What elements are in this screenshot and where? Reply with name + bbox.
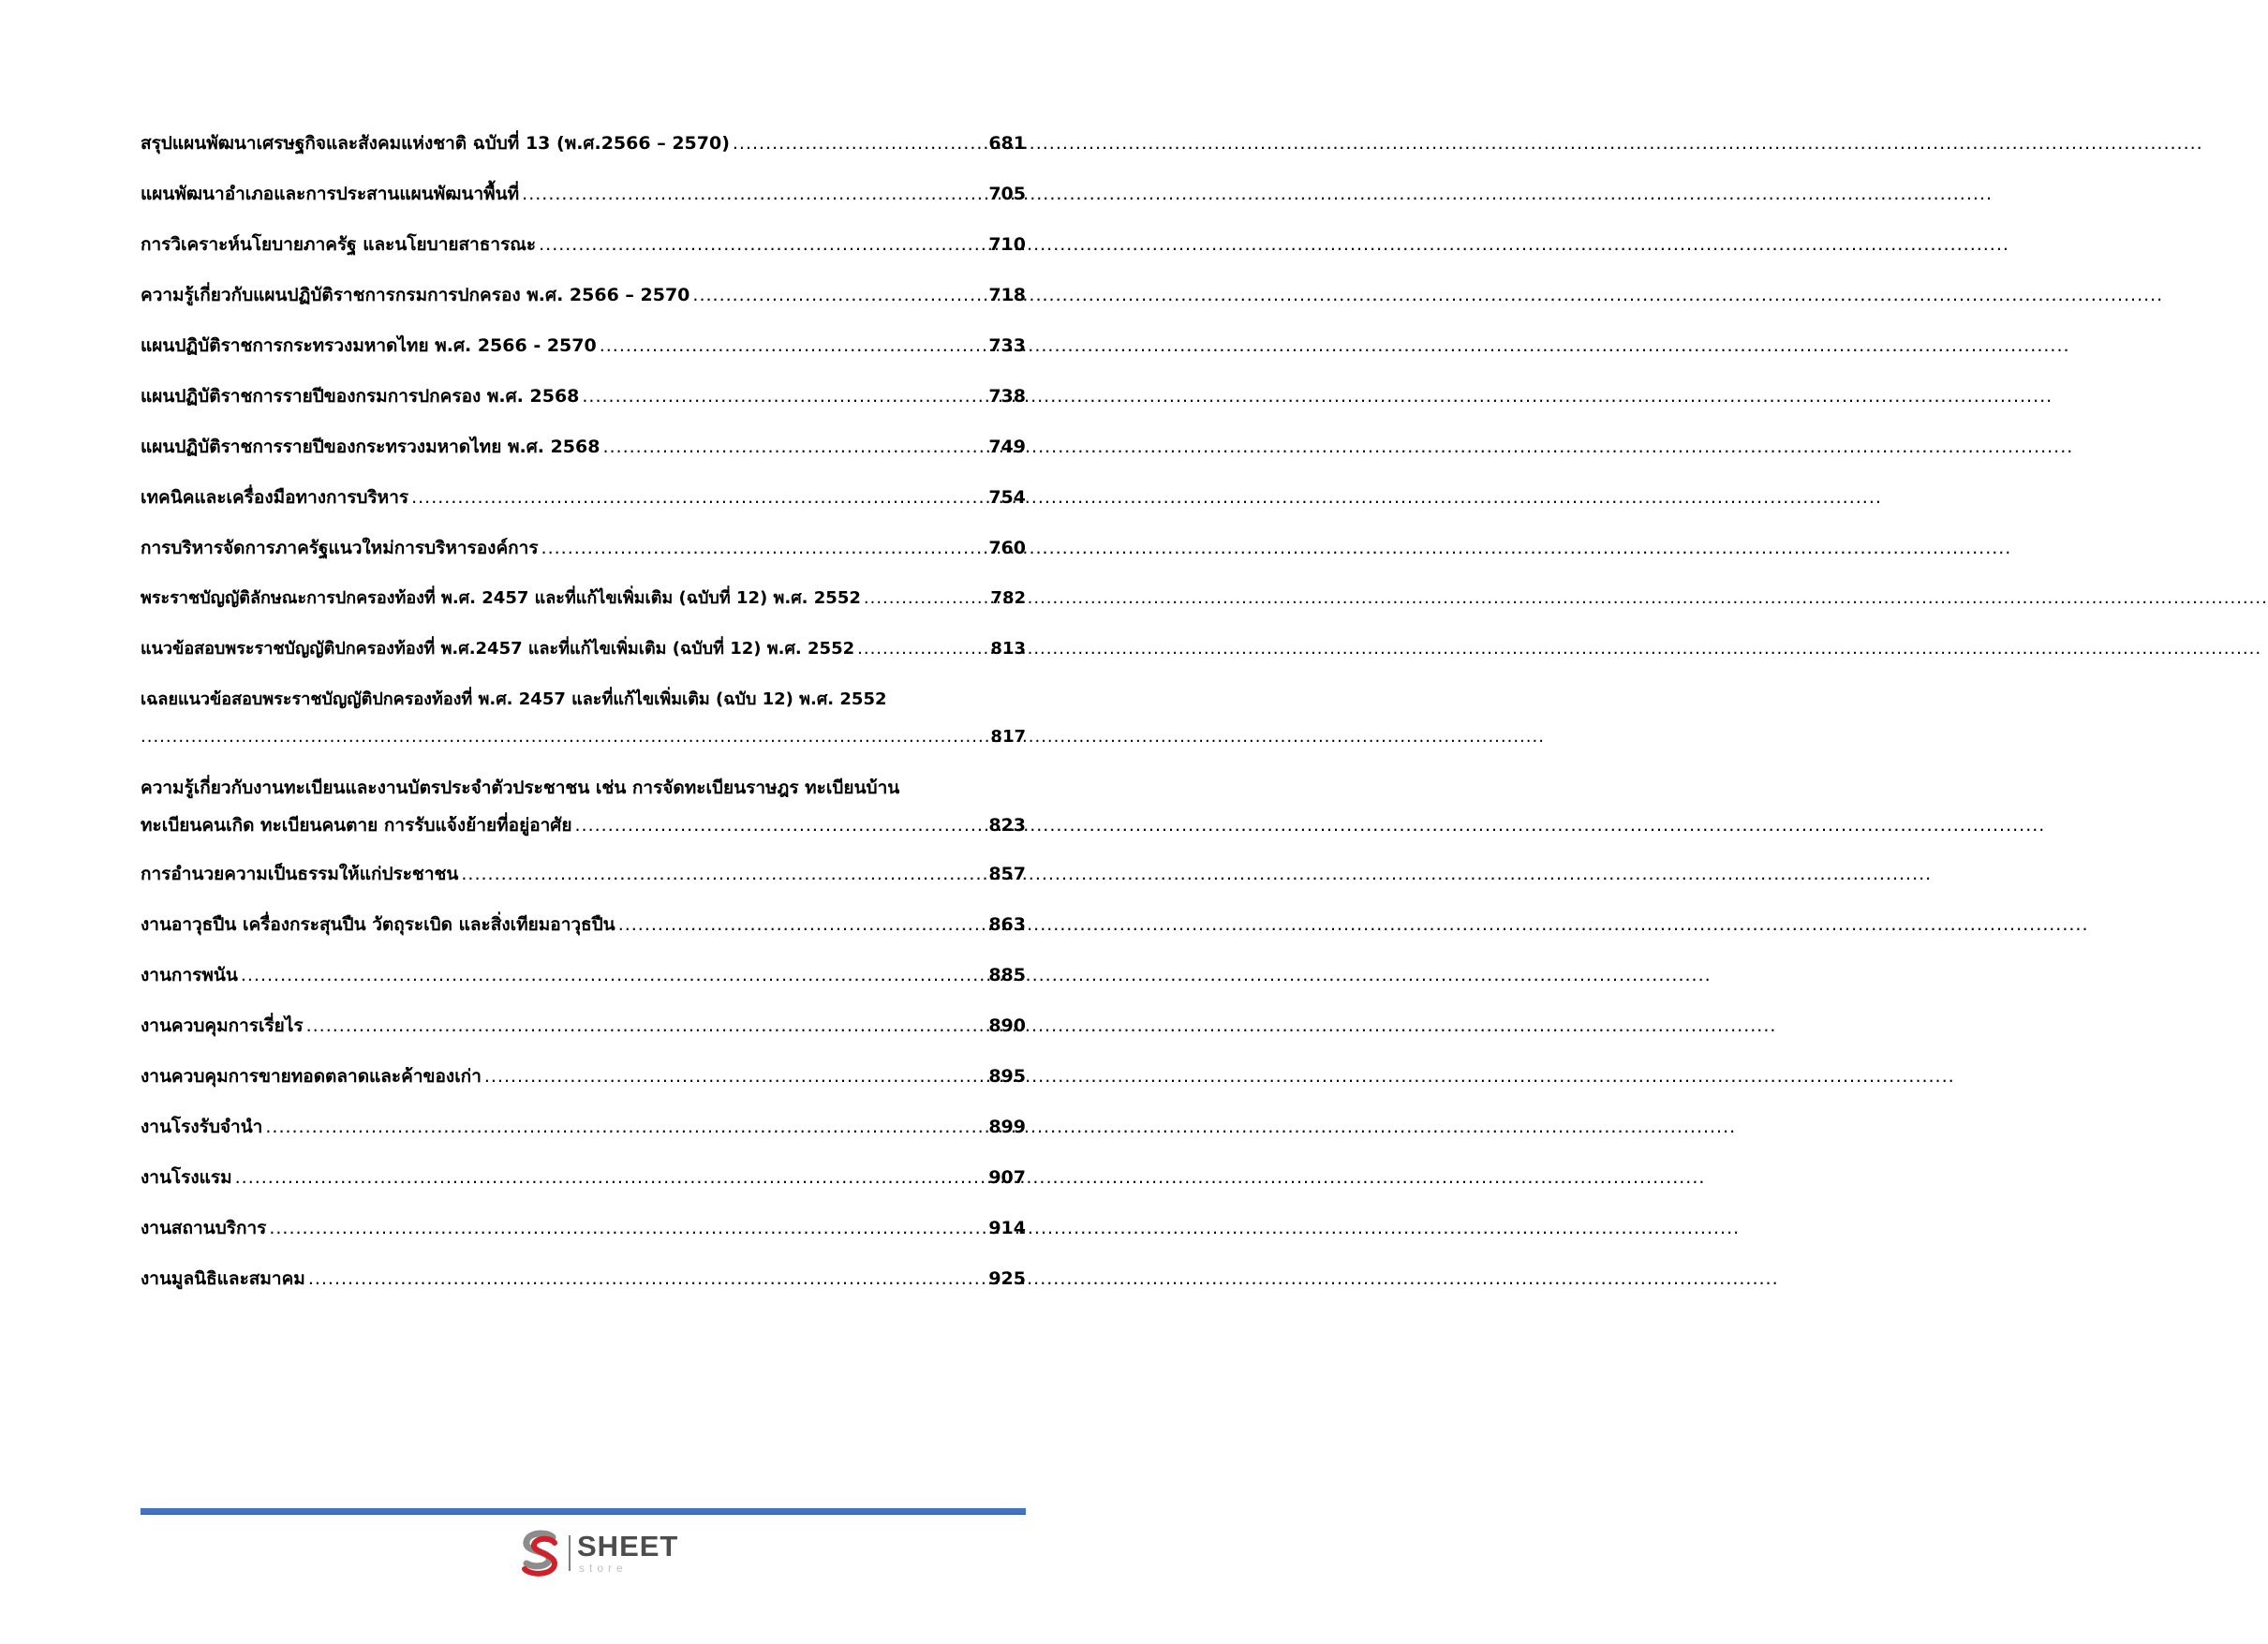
toc-page-number: 782: [990, 588, 1026, 608]
toc-leader-dots: [269, 1214, 986, 1242]
toc-entry[interactable]: [141, 180, 1026, 208]
toc-entry[interactable]: [141, 433, 1026, 461]
toc-title: การอำนวยความเป็นธรรมให้แก่ประชาชน: [141, 864, 459, 884]
toc-leader-dots: [733, 129, 986, 157]
toc-page-number: 733: [988, 335, 1026, 356]
toc-title: งานโรงแรม: [141, 1167, 232, 1188]
toc-page-number: 863: [988, 914, 1026, 935]
toc-entry[interactable]: [141, 382, 1026, 410]
toc-leader-dots: [265, 1113, 986, 1141]
toc-leader-dots: [461, 860, 986, 888]
toc-leader-dots: [411, 483, 986, 511]
toc-leader-dots: [864, 585, 988, 613]
toc-leader-dots: [306, 1012, 986, 1040]
toc-page-number: 813: [990, 639, 1026, 659]
toc-page-number: 760: [988, 538, 1026, 558]
toc-entry[interactable]: [141, 1012, 1026, 1040]
toc-entry[interactable]: [141, 129, 1026, 157]
toc-entry[interactable]: [141, 483, 1026, 511]
toc-entry[interactable]: [141, 1113, 1026, 1141]
toc-leader-dots: [484, 1062, 986, 1090]
toc-title: พระราชบัญญัติลักษณะการปกครองท้องที่ พ.ศ. 2457 และที่แก้ไขเพิ่มเติม (ฉบับที่ 12) พ.ศ. 2552: [141, 588, 861, 608]
toc-page-number: 754: [988, 487, 1026, 508]
toc-page-number: 710: [988, 234, 1026, 255]
toc-title: แนวข้อสอบพระราชบัญญัติปกครองท้องที่ พ.ศ.2457 และที่แก้ไขเพิ่มเติม (ฉบับที่ 12) พ.ศ. 2552: [141, 639, 855, 659]
toc-page-number: 890: [988, 1015, 1026, 1036]
toc-page-number: 823: [988, 815, 1026, 836]
toc-page-number: 749: [988, 437, 1026, 457]
toc-leader-dots: [600, 332, 986, 360]
toc-entry[interactable]: [141, 281, 1026, 309]
toc-title: การวิเคราะห์นโยบายภาครัฐ และนโยบายสาธารณะ: [141, 234, 537, 255]
toc-title: การบริหารจัดการภาครัฐแนวใหม่การบริหารองค์การ: [141, 538, 539, 558]
toc-leader-dots: [522, 180, 986, 208]
toc-entry[interactable]: [141, 534, 1026, 562]
toc-page-number: 914: [988, 1218, 1026, 1238]
toc-title: เทคนิคและเครื่องมือทางการบริหาร: [141, 487, 409, 508]
toc-page-number: 895: [988, 1066, 1026, 1087]
logo-separator: [569, 1535, 571, 1571]
toc-title: งานมูลนิธิและสมาคม: [141, 1268, 305, 1289]
toc-page-number: 899: [988, 1117, 1026, 1137]
toc-leader-dots: [575, 811, 986, 839]
toc-entry[interactable]: [141, 860, 1026, 888]
toc-page-number: 925: [988, 1268, 1026, 1289]
toc-page-number: 705: [988, 184, 1026, 204]
toc-page-number: 718: [988, 285, 1026, 305]
toc-leader-dots: [141, 723, 987, 751]
toc-page-number: 817: [990, 727, 1026, 747]
toc-entry[interactable]: [141, 911, 1026, 939]
toc-entry[interactable]: [141, 1265, 1026, 1293]
toc-entry[interactable]: [141, 961, 1026, 989]
toc-title: งานการพนัน: [141, 965, 238, 985]
toc-title: งานควบคุมการขายทอดตลาดและค้าของเก่า: [141, 1066, 482, 1087]
toc-title: งานอาวุธปืน เครื่องกระสุนปืน วัตถุระเบิด และสิ่งเทียมอาวุธปืน: [141, 914, 615, 935]
toc-title: งานควบคุมการเรี่ยไร: [141, 1015, 304, 1036]
toc-title: แผนปฏิบัติราชการกระทรวงมหาดไทย พ.ศ. 2566 - 2570: [141, 335, 597, 356]
toc-entry[interactable]: [141, 774, 1026, 839]
toc-leader-dots: [235, 1163, 986, 1192]
toc-leader-dots: [692, 281, 986, 309]
toc-page-number: 907: [988, 1167, 1026, 1188]
toc-leader-dots: [308, 1265, 986, 1293]
toc-page-number: 738: [988, 386, 1026, 407]
toc-page-number: 681: [988, 133, 1026, 154]
toc-leader-dots: [582, 382, 986, 410]
toc-page-number: 885: [988, 965, 1026, 985]
sheet-store-logo: [519, 1528, 678, 1580]
toc-entry[interactable]: [141, 230, 1026, 259]
toc-entry[interactable]: [141, 1062, 1026, 1090]
logo-wordmark: SHEET: [577, 1530, 679, 1563]
toc-title: ความรู้เกี่ยวกับแผนปฏิบัติราชการกรมการปกครอง พ.ศ. 2566 – 2570: [141, 285, 690, 305]
sheet-store-logo-icon: [519, 1528, 562, 1580]
toc-entry[interactable]: [141, 635, 1026, 663]
toc-entry[interactable]: [141, 332, 1026, 360]
toc-entry[interactable]: [141, 585, 1026, 613]
toc-title-continued: ทะเบียนคนเกิด ทะเบียนคนตาย การรับแจ้งย้ายที่อยู่อาศัย: [141, 815, 572, 836]
footer-rule: [141, 1508, 1026, 1515]
toc-leader-dots: [539, 230, 986, 259]
toc-title: งานโรงรับจำนำ: [141, 1117, 263, 1137]
toc-entry[interactable]: [141, 1163, 1026, 1192]
toc-title: ความรู้เกี่ยวกับงานทะเบียนและงานบัตรประจำตัวประชาชน เช่น การจัดทะเบียนราษฎร ทะเบียนบ้าน: [141, 778, 900, 798]
toc-page-number: 857: [988, 864, 1026, 884]
toc-title: แผนพัฒนาอำเภอและการประสานแผนพัฒนาพื้นที่: [141, 184, 520, 204]
toc-entry[interactable]: [141, 1214, 1026, 1242]
toc-leader-dots: [541, 534, 986, 562]
toc-entry[interactable]: [141, 686, 1026, 751]
toc-leader-dots: [618, 911, 986, 939]
logo-subtext: store: [579, 1562, 628, 1575]
toc-leader-dots: [602, 433, 986, 461]
toc-leader-dots: [241, 961, 986, 989]
toc-title: แผนปฏิบัติราชการรายปีของกระทรวงมหาดไทย พ.ศ. 2568: [141, 437, 600, 457]
toc-leader-dots: [857, 635, 987, 663]
toc-title: งานสถานบริการ: [141, 1218, 267, 1238]
toc-title: สรุปแผนพัฒนาเศรษฐกิจและสังคมแห่งชาติ ฉบับที่ 13 (พ.ศ.2566 – 2570): [141, 133, 730, 154]
toc-title: เฉลยแนวข้อสอบพระราชบัญญัติปกครองท้องที่ พ.ศ. 2457 และที่แก้ไขเพิ่มเติม (ฉบับ 12) พ.ศ. 2552: [141, 689, 887, 709]
toc-title: แผนปฏิบัติราชการรายปีของกรมการปกครอง พ.ศ. 2568: [141, 386, 580, 407]
